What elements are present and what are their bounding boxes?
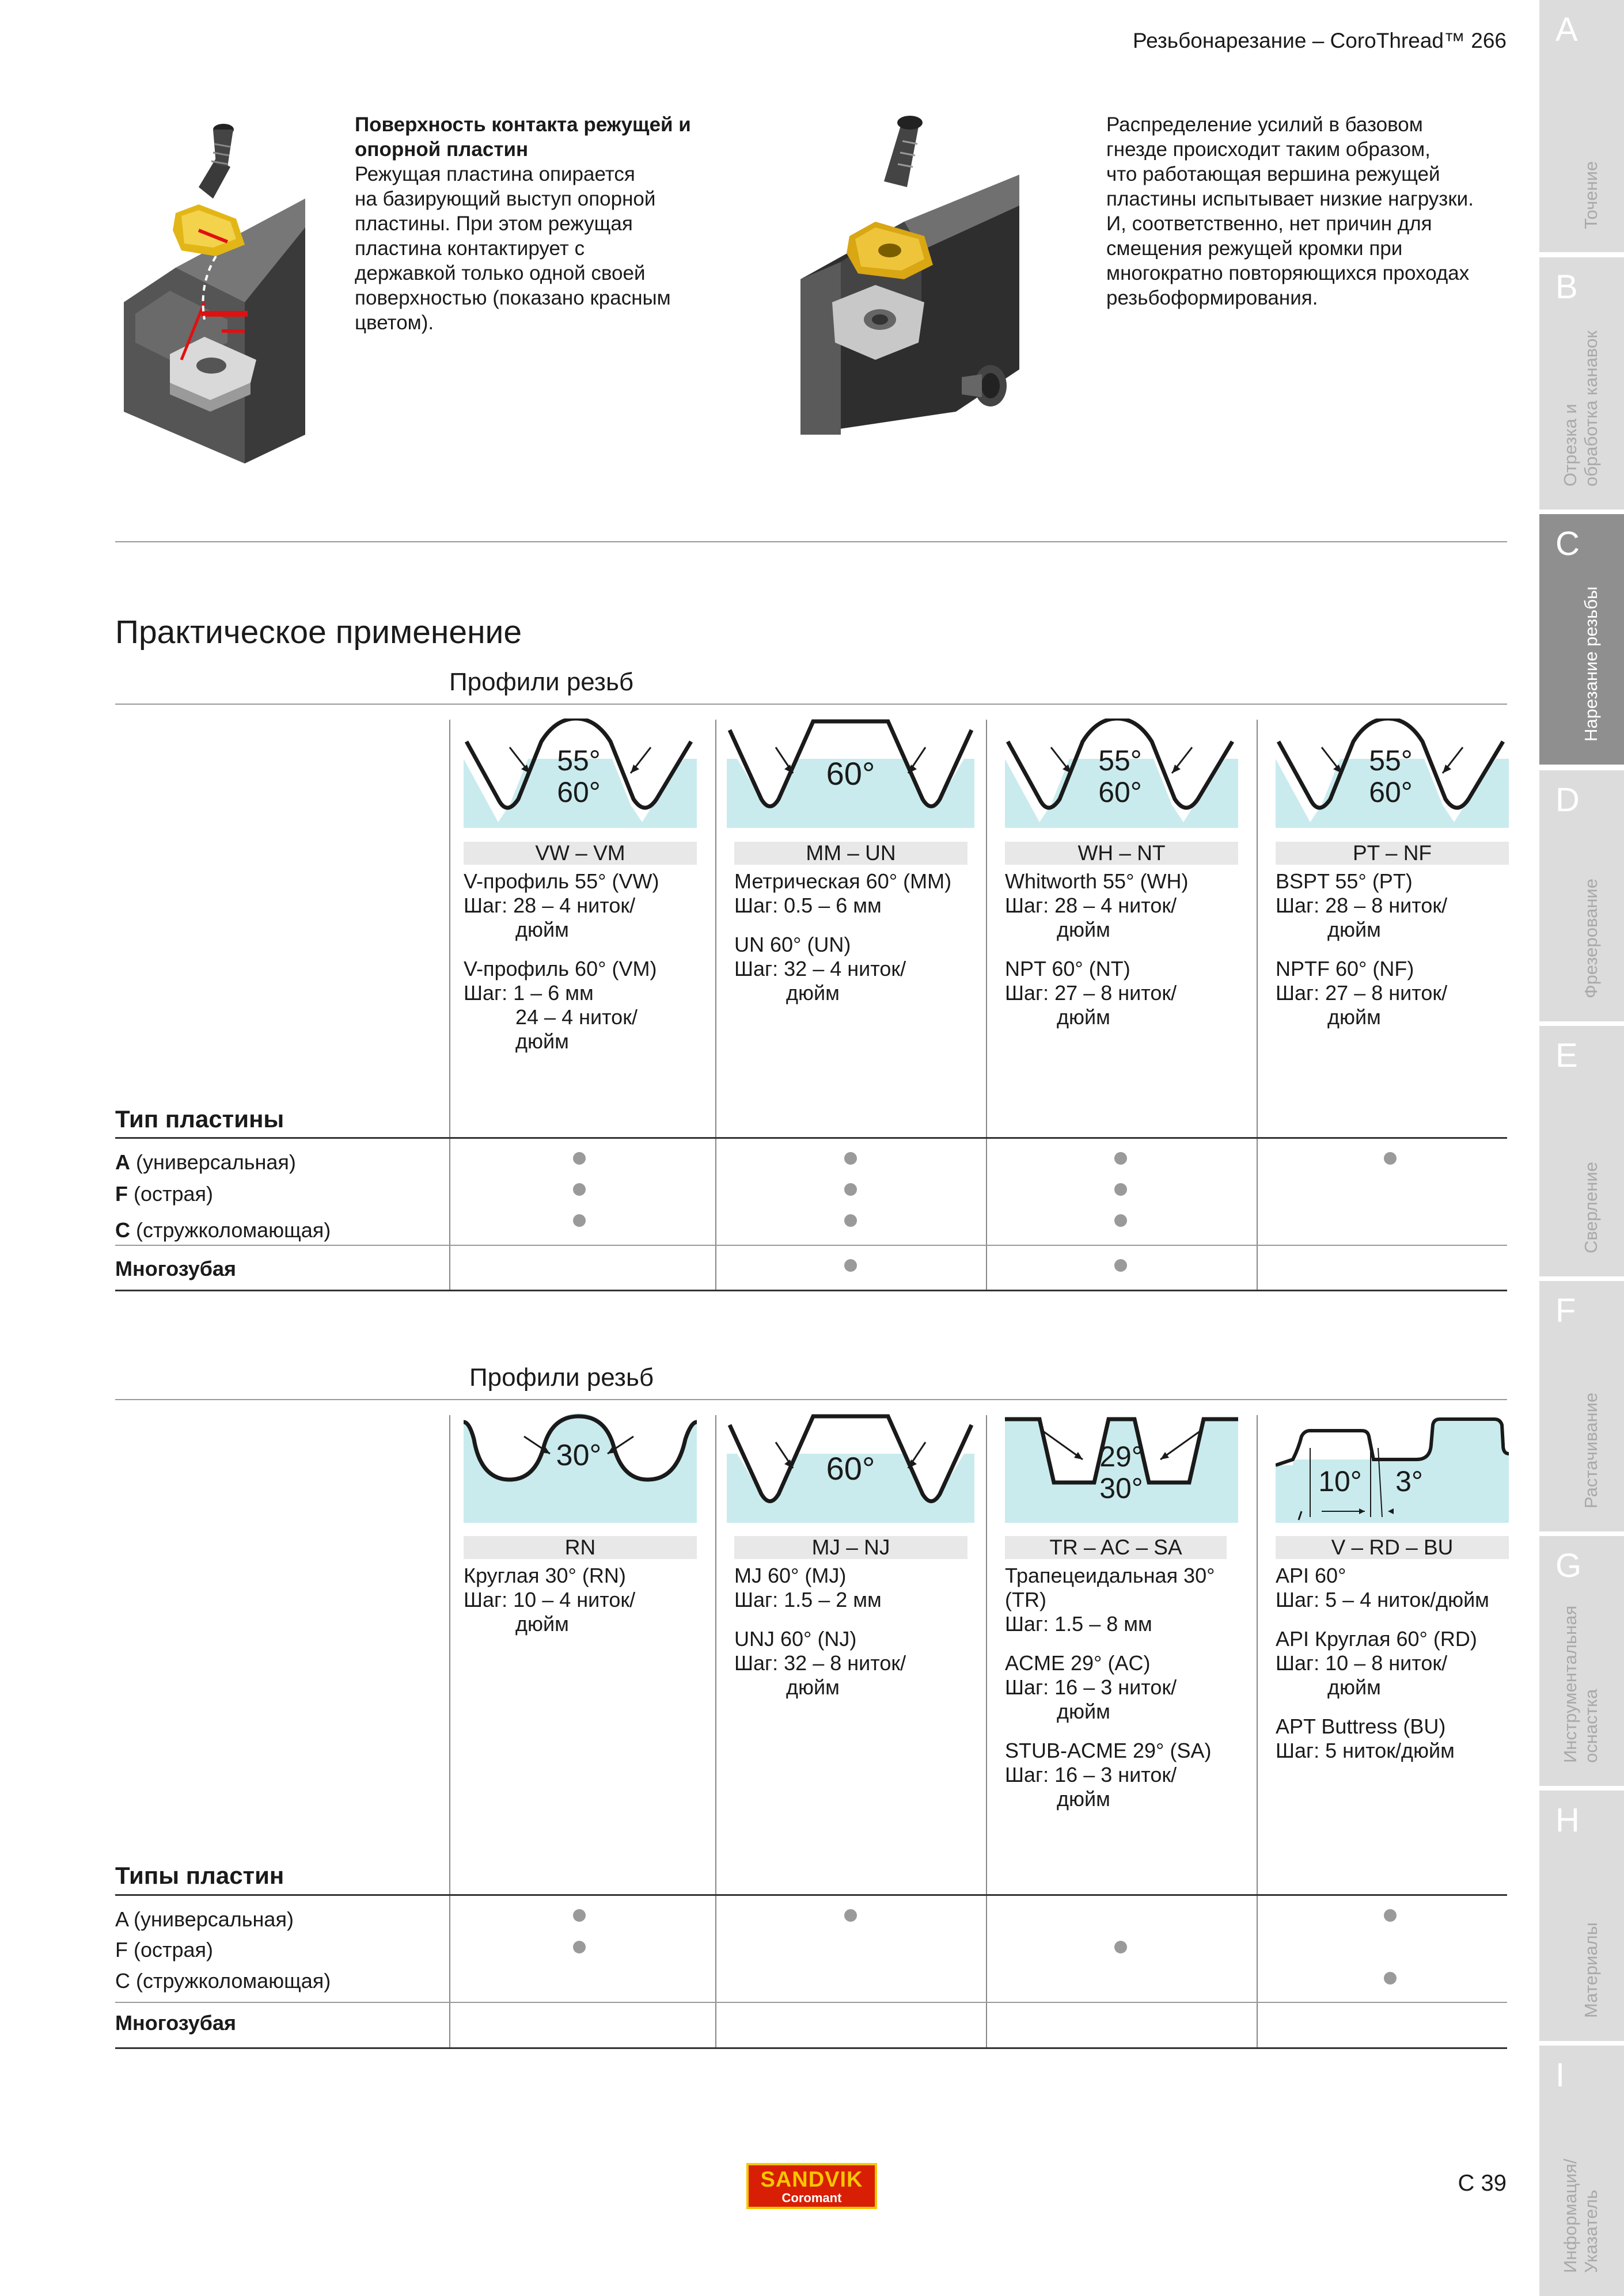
intro-left-body-line: на базирующий выступ опорной — [355, 188, 656, 210]
profile-description-line: Шаг: 16 – 3 ниток/ — [1005, 1763, 1177, 1786]
intro-right-body-line: пластины испытывает низкие нагрузки. — [1106, 188, 1474, 210]
side-tab-letter: C — [1555, 525, 1580, 562]
table1-bottom-rule — [115, 1290, 1507, 1291]
profile-description-line: Шаг: 10 – 8 ниток/ — [1276, 1651, 1448, 1675]
profile-code: WH – NT — [1005, 842, 1238, 865]
table1-row-label-c: C (стружколомающая) — [115, 1218, 331, 1242]
intro-right-body-line: гнезде происходит таким образом, — [1106, 138, 1431, 161]
logo-main-text: SANDVIK — [760, 2168, 863, 2192]
profile-angle-label: 60° — [1369, 776, 1413, 808]
table2-row-label-a: A (универсальная) — [115, 1907, 294, 1931]
thread-profile-trapezoid — [1005, 1413, 1238, 1523]
section-title: Практическое применение — [115, 614, 522, 651]
profile-description — [734, 869, 951, 1005]
applicability-dot — [1384, 1909, 1397, 1922]
table1-column-divider — [449, 720, 450, 1290]
applicability-dot — [1384, 1972, 1397, 1985]
profile-description-line: STUB-ACME 29° (SA) — [1005, 1739, 1212, 1762]
thread-profile-55-60 — [464, 719, 697, 828]
profile-description — [464, 1564, 635, 1636]
profile-description-line: V-профиль 55° (VW) — [464, 869, 659, 893]
table1-group-label: Тип пластины — [115, 1105, 284, 1132]
profile-description-line: Шаг: 0.5 – 6 мм — [734, 894, 882, 917]
profile-description-line: (TR) — [1005, 1588, 1046, 1611]
side-tab-letter: E — [1555, 1037, 1578, 1074]
profile-code: MM – UN — [734, 842, 967, 865]
profile-angle-label: 60° — [826, 1450, 875, 1487]
profile-description-line: Шаг: 32 – 8 ниток/ — [734, 1651, 906, 1675]
profile-description-line: Шаг: 16 – 3 ниток/ — [1005, 1675, 1177, 1699]
intro-right-body-line: смещения режущей кромки при — [1106, 237, 1403, 260]
profile-description-line: дюйм — [786, 1675, 840, 1699]
profile-description-line: API Круглая 60° (RD) — [1276, 1627, 1477, 1651]
table2-row-rule — [115, 2002, 1507, 2003]
profile-description-line: BSPT 55° (PT) — [1276, 869, 1413, 893]
profile-description-line: дюйм — [515, 1029, 569, 1053]
profile-description — [1276, 869, 1447, 1029]
side-tab-letter: D — [1555, 781, 1580, 819]
intro-left-body-line: Режущая пластина опирается — [355, 163, 635, 185]
applicability-dot — [1114, 1259, 1127, 1272]
side-tab-label: Материалы — [1581, 1922, 1601, 2018]
intro-right-body-line: резьбоформирования. — [1106, 287, 1318, 309]
table1-subtitle: Профили резьб — [449, 668, 634, 696]
profile-description-line: дюйм — [1057, 1700, 1110, 1723]
profile-description — [464, 869, 659, 1054]
profile-angle-label: 30° — [556, 1439, 602, 1472]
side-tab-letter: H — [1555, 1801, 1580, 1839]
side-tab-label: Инструментальная оснастка — [1560, 1605, 1601, 1763]
intro-left-body-line: пластина контактирует с — [355, 237, 585, 260]
profile-description-line: Whitworth 55° (WH) — [1005, 869, 1189, 893]
intro-right-body-line: И, соответственно, нет причин для — [1106, 212, 1432, 235]
profile-description-line: Шаг: 28 – 4 ниток/ — [1005, 894, 1177, 917]
table1-row-label-a: A (универсальная) — [115, 1150, 296, 1174]
profile-description-line: дюйм — [1327, 1675, 1381, 1699]
profile-description-line: Шаг: 1.5 – 8 мм — [1005, 1612, 1152, 1636]
table2-column-divider — [715, 1415, 716, 2048]
side-tab-letter: A — [1555, 11, 1578, 48]
table1-row-label-multi: Многозубая — [115, 1257, 237, 1280]
profile-description-line: NPT 60° (NT) — [1005, 957, 1130, 980]
side-tab-label: Отрезка и обработка канавок — [1560, 330, 1601, 486]
side-tab-e[interactable] — [1539, 1026, 1624, 1276]
profile-description-line: MJ 60° (MJ) — [734, 1564, 847, 1587]
table2-column-divider — [986, 1415, 987, 2048]
insert-holder-illustration-left — [112, 112, 311, 469]
profile-angle-label: 60° — [826, 755, 875, 792]
intro-left-body-line: державкой только одной своей — [355, 262, 646, 284]
profile-code: TR – AC – SA — [1005, 1536, 1227, 1559]
applicability-dot — [844, 1183, 857, 1196]
side-tab-i[interactable] — [1539, 2046, 1624, 2296]
side-tab-d[interactable] — [1539, 770, 1624, 1021]
profile-description-line: NPTF 60° (NF) — [1276, 957, 1414, 980]
side-tab-label: Информация/ Указатель — [1560, 2158, 1601, 2273]
thread-profile-buttress — [1276, 1413, 1509, 1523]
profile-description — [1005, 1564, 1215, 1811]
table2-group-rule — [115, 1894, 1507, 1896]
thread-profile-55-60 — [1276, 719, 1509, 828]
profile-description-line: Шаг: 5 ниток/дюйм — [1276, 1739, 1455, 1762]
applicability-dot — [573, 1909, 586, 1922]
profile-description-line: Шаг: 1.5 – 2 мм — [734, 1588, 882, 1611]
profile-description-line: UNJ 60° (NJ) — [734, 1627, 857, 1651]
profile-description-line: Шаг: 28 – 4 ниток/ — [464, 894, 636, 917]
table1-group-rule — [115, 1137, 1507, 1139]
applicability-dot — [844, 1152, 857, 1165]
profile-angle-label: 55° — [557, 744, 601, 777]
profile-description-line: Шаг: 10 – 4 ниток/ — [464, 1588, 636, 1611]
thread-profile-round-30 — [464, 1413, 697, 1523]
profile-description-line: Шаг: 27 – 8 ниток/ — [1276, 981, 1448, 1005]
profile-description-line: дюйм — [1057, 1005, 1110, 1029]
intro-left-body-line: поверхностью (показано красным — [355, 287, 671, 309]
profile-description-line: дюйм — [1057, 918, 1110, 941]
profile-angle-label: 60° — [1098, 776, 1142, 808]
profile-description-line: UN 60° (UN) — [734, 933, 851, 956]
thread-profile-60 — [727, 1413, 974, 1523]
side-tab-label: Нарезание резьбы — [1581, 586, 1601, 742]
side-tab-label: Сверление — [1581, 1162, 1601, 1253]
profile-description-line: APT Buttress (BU) — [1276, 1715, 1446, 1738]
intro-divider — [115, 541, 1507, 542]
profile-description-line: дюйм — [515, 918, 569, 941]
profile-description-line: Шаг: 1 – 6 мм — [464, 981, 594, 1005]
applicability-dot — [1114, 1152, 1127, 1165]
thread-profile-55-60 — [1005, 719, 1238, 828]
intro-right-body-line: многократно повторяющихся проходах — [1106, 262, 1470, 284]
intro-right-body-line: Распределение усилий в базовом — [1106, 113, 1423, 136]
profile-description-line: Метрическая 60° (MM) — [734, 869, 952, 893]
intro-left-body-line: цветом). — [355, 311, 434, 334]
profile-angle-label: 55° — [1098, 744, 1142, 777]
side-tab-letter: F — [1555, 1292, 1576, 1329]
side-tab-letter: I — [1555, 2056, 1565, 2094]
thread-profile-60 — [727, 719, 974, 828]
table2-bottom-rule — [115, 2047, 1507, 2049]
profile-description-line: ACME 29° (AC) — [1005, 1651, 1151, 1675]
side-tab-g[interactable] — [1539, 1536, 1624, 1786]
profile-description-line: дюйм — [1057, 1787, 1110, 1811]
profile-angle-label: 55° — [1369, 744, 1413, 777]
profile-code: VW – VM — [464, 842, 697, 865]
profile-description-line: Шаг: 32 – 4 ниток/ — [734, 957, 906, 980]
table1-top-rule — [115, 704, 1507, 705]
intro-left-text — [355, 112, 712, 335]
applicability-dot — [844, 1259, 857, 1272]
profile-angle-label: 10° — [1318, 1465, 1362, 1497]
applicability-dot — [844, 1909, 857, 1922]
profile-description-line: Шаг: 5 – 4 ниток/дюйм — [1276, 1588, 1489, 1611]
intro-left-body-line: пластины. При этом режущая — [355, 212, 633, 235]
profile-description-line: V-профиль 60° (VM) — [464, 957, 657, 980]
applicability-dot — [573, 1152, 586, 1165]
side-tab-label: Точение — [1581, 161, 1601, 229]
profile-angle-label: 3° — [1395, 1465, 1423, 1497]
side-tab-label: Фрезерование — [1581, 879, 1601, 998]
table1-column-divider — [1257, 720, 1258, 1290]
table2-row-label-multi: Многозубая — [115, 2011, 237, 2035]
profile-angle-label: 60° — [557, 776, 601, 808]
applicability-dot — [1384, 1152, 1397, 1165]
table2-column-divider — [1257, 1415, 1258, 2048]
profile-description — [1276, 1564, 1489, 1763]
profile-description-line: дюйм — [1327, 1005, 1381, 1029]
side-tab-letter: G — [1555, 1547, 1582, 1584]
profile-description — [1005, 869, 1188, 1029]
profile-description-line: дюйм — [515, 1612, 569, 1636]
profile-description-line: Круглая 30° (RN) — [464, 1564, 626, 1587]
profile-description-line: 24 – 4 ниток/ — [515, 1005, 638, 1029]
side-tab-b[interactable] — [1539, 257, 1624, 510]
side-tab-c[interactable] — [1539, 514, 1624, 765]
table2-group-label: Типы пластин — [115, 1862, 284, 1889]
profile-description-line: Шаг: 27 – 8 ниток/ — [1005, 981, 1177, 1005]
logo-sub-text: Coromant — [781, 2191, 842, 2205]
sandvik-coromant-logo — [746, 2163, 877, 2209]
table2-column-divider — [449, 1415, 450, 2048]
profile-description-line: дюйм — [1327, 918, 1381, 941]
table1-column-divider — [986, 720, 987, 1290]
profile-angle-label: 29° — [1099, 1440, 1143, 1473]
insert-holder-illustration-right — [789, 112, 1019, 435]
intro-right-text — [1106, 112, 1521, 310]
profile-code: V – RD – BU — [1276, 1536, 1509, 1559]
profile-code: MJ – NJ — [734, 1536, 967, 1559]
applicability-dot — [844, 1214, 857, 1227]
applicability-dot — [573, 1941, 586, 1953]
side-tab-label: Растачивание — [1581, 1392, 1601, 1508]
side-tab-letter: B — [1555, 268, 1578, 306]
table1-column-divider — [715, 720, 716, 1290]
profile-description-line: API 60° — [1276, 1564, 1346, 1587]
intro-left-title-line: опорной пластин — [355, 138, 529, 161]
table1-row-rule — [115, 1245, 1507, 1246]
applicability-dot — [573, 1214, 586, 1227]
table2-row-label-f: F (острая) — [115, 1938, 214, 1962]
intro-right-body-line: что работающая вершина режущей — [1106, 163, 1440, 185]
profile-description-line: дюйм — [786, 981, 840, 1005]
profile-code: PT – NF — [1276, 842, 1509, 865]
side-tab-f[interactable] — [1539, 1281, 1624, 1531]
profile-description-line: Шаг: 28 – 8 ниток/ — [1276, 894, 1448, 917]
intro-left-title-line: Поверхность контакта режущей и — [355, 113, 691, 136]
side-tab-h[interactable] — [1539, 1791, 1624, 2041]
applicability-dot — [1114, 1214, 1127, 1227]
page-number: C 39 — [1458, 2170, 1507, 2196]
applicability-dot — [573, 1183, 586, 1196]
profile-description — [734, 1564, 906, 1700]
table2-subtitle: Профили резьб — [469, 1363, 654, 1392]
table1-row-label-f: F (острая) — [115, 1182, 214, 1206]
profile-code: RN — [464, 1536, 697, 1559]
applicability-dot — [1114, 1183, 1127, 1196]
profile-description-line: Трапецеидальная 30° — [1005, 1564, 1215, 1587]
profile-angle-label: 30° — [1099, 1472, 1143, 1504]
applicability-dot — [1114, 1941, 1127, 1953]
table2-top-rule — [115, 1399, 1507, 1400]
running-head: Резьбонарезание – CoroThread™ 266 — [1133, 29, 1507, 52]
side-tab-a[interactable] — [1539, 0, 1624, 252]
table2-row-label-c: C (стружколомающая) — [115, 1969, 331, 1993]
